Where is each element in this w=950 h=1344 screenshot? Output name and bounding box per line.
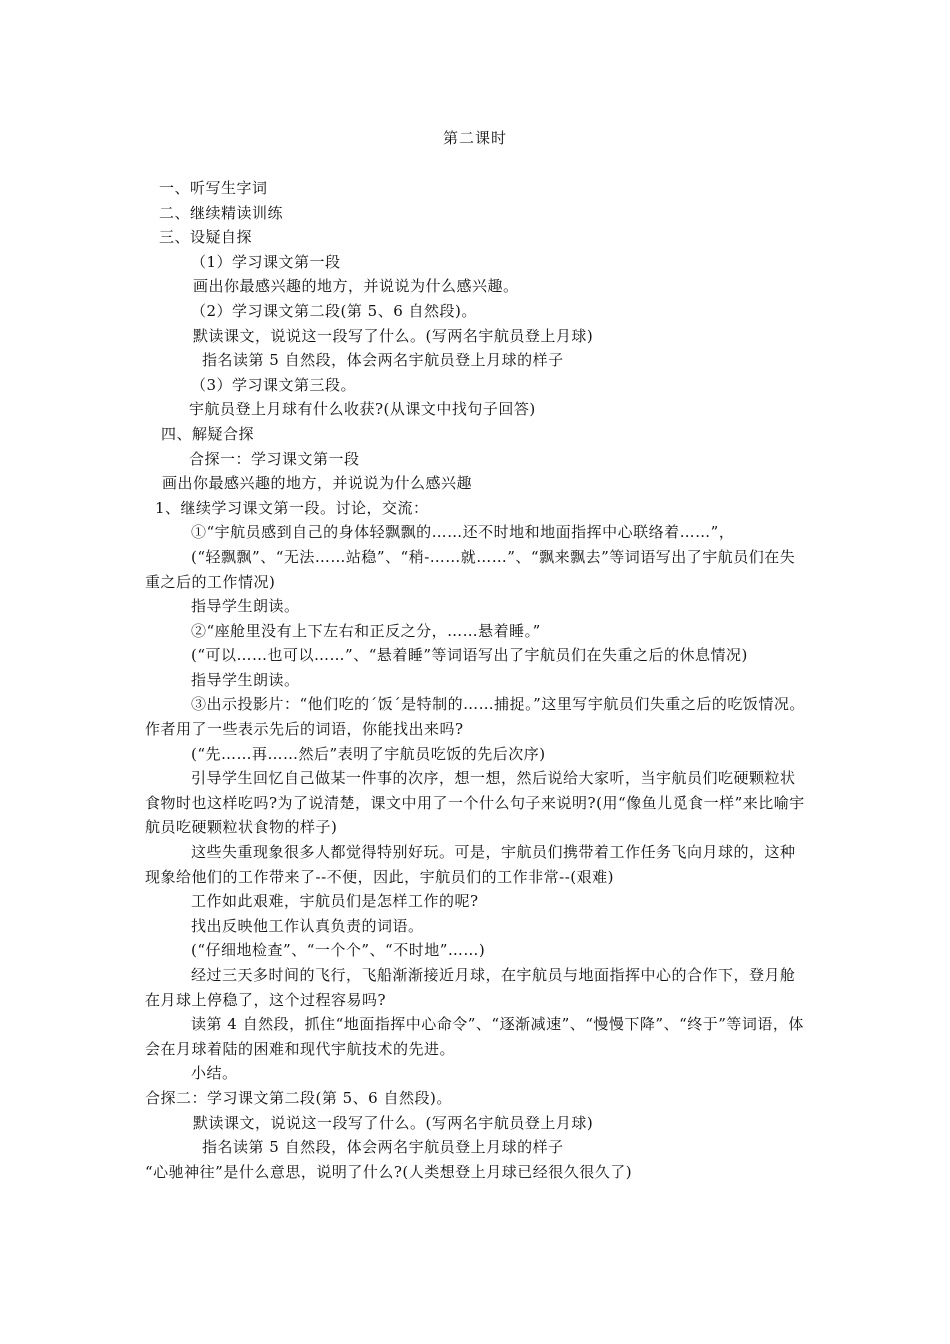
sub-heading: 合探一：学习课文第一段 <box>189 449 360 468</box>
section-heading: 二、继续精读训练 <box>159 203 284 222</box>
text-line: 指名读第 5 自然段，体会两名宇航员登上月球的样子 <box>202 351 564 370</box>
numbered-item: 1、继续学习课文第一段。讨论，交流： <box>155 498 429 517</box>
paragraph: 引导学生回忆自己做某一件事的次序，想一想，然后说给大家听，当宇航员们吃硬颗粒状食物时也这样吃吗?为了说清楚，课文中用了一个什么句子来说明?(用“像鱼儿觅食一样”来比喻宇航员吃硬颗粒状食物的样子) <box>145 769 805 837</box>
section-heading: 三、设疑自探 <box>159 228 253 247</box>
paragraph: 工作如此艰难，宇航员们是怎样工作的呢? <box>191 892 479 911</box>
paragraph: 找出反映他工作认真负责的词语。 <box>191 916 424 935</box>
paragraph: (“仔细地检查”、“一个个”、“不时地”……) <box>191 941 486 960</box>
text-line: “心驰神往”是什么意思，说明了什么?(人类想登上月球已经很久很久了) <box>145 1162 633 1181</box>
text-line: 指名读第 5 自然段，体会两名宇航员登上月球的样子 <box>202 1138 564 1157</box>
lesson-title: 第二课时 <box>442 129 507 147</box>
paragraph: ①“宇航员感到自己的身体轻飘飘的……还不时地和地面指挥中心联络着……”， <box>191 523 735 542</box>
text-line: 画出你最感兴趣的地方，并说说为什么感兴趣 <box>162 474 473 493</box>
paragraph: ②“座舱里没有上下左右和正反之分，……悬着睡。” <box>191 621 541 640</box>
text-line: 画出你最感兴趣的地方，并说说为什么感兴趣。 <box>193 277 519 296</box>
sub-heading: 合探二：学习课文第二段(第 5、6 自然段)。 <box>145 1088 452 1107</box>
text-line: 默读课文，说说这一段写了什么。(写两名宇航员登上月球) <box>193 1113 594 1132</box>
paragraph: 指导学生朗读。 <box>191 670 300 689</box>
paragraph: 这些失重现象很多人都觉得特别好玩。可是，宇航员们携带着工作任务飞向月球的，这种现象给他们的工作带来了--不便，因此，宇航员们的工作非常--(艰难) <box>145 843 796 886</box>
section-heading: 四、解疑合探 <box>161 424 255 443</box>
section-heading: 一、听写生字词 <box>159 179 268 197</box>
text-line: 默读课文，说说这一段写了什么。(写两名宇航员登上月球) <box>193 326 594 345</box>
sub-item: （3）学习课文第三段。 <box>191 375 357 394</box>
sub-item: （1）学习课文第一段 <box>191 252 341 271</box>
paragraph: (“轻飘飘”、“无法……站稳”、“稍-……就……”、“飘来飘去”等词语写出了宇航员们在失重之后的工作情况) <box>145 547 796 591</box>
paragraph: 经过三天多时间的飞行，飞船渐渐接近月球，在宇航员与地面指挥中心的合作下，登月舱在月球上停稳了，这个过程容易吗? <box>145 966 796 1009</box>
paragraph: ③出示投影片：“他们吃的´饭´是特制的……捕捉。”这里写宇航员们失重之后的吃饭情况。作者用了一些表示先后的词语，你能找出来吗? <box>145 695 805 739</box>
sub-item: （2）学习课文第二段(第 5、6 自然段)。 <box>191 301 477 320</box>
text-line: 宇航员登上月球有什么收获?(从课文中找句子回答) <box>189 400 536 419</box>
paragraph: (“可以……也可以……”、“悬着睡”等词语写出了宇航员们在失重之后的休息情况) <box>191 646 748 665</box>
paragraph: 指导学生朗读。 <box>191 597 300 616</box>
paragraph: 读第 4 自然段，抓住“地面指挥中心命令”、“逐渐减速”、“慢慢下降”、“终于”等词语，体会在月球着陆的困难和现代宇航技术的先进。 <box>145 1015 804 1058</box>
lesson-body <box>145 176 810 1184</box>
paragraph: 小结。 <box>191 1064 238 1083</box>
paragraph: (“先……再……然后”表明了宇航员吃饭的先后次序) <box>191 744 546 763</box>
